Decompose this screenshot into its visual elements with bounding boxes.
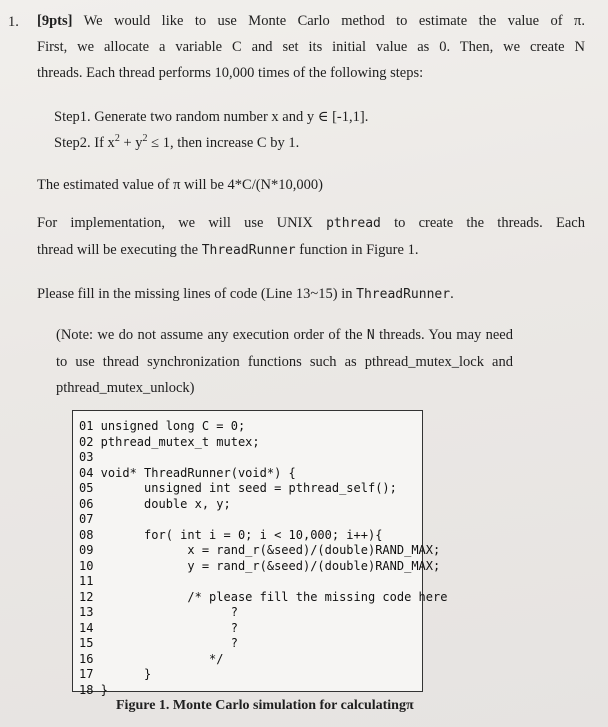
code-line: 05 unsigned int seed = pthread_self(); xyxy=(79,481,397,495)
question-number: 1. xyxy=(8,14,19,30)
code-line: 03 xyxy=(79,450,94,464)
intro-line-1 xyxy=(37,8,585,34)
impl-line-1-a: For implementation, we will use UNIX xyxy=(37,215,327,231)
code-figure xyxy=(72,410,448,697)
step-2 xyxy=(54,130,554,156)
code-line: 13 ? xyxy=(79,605,238,619)
fill-line xyxy=(37,281,585,308)
intro-line-1-text: We would like to use Monte Carlo method to estimate the value of π. xyxy=(72,13,585,29)
code-line: 14 ? xyxy=(79,620,238,635)
code-line: 04 void* ThreadRunner(void*) { xyxy=(79,465,296,480)
impl-line-2 xyxy=(37,237,585,264)
points-label: [9pts] xyxy=(37,13,73,29)
code-line: 07 xyxy=(79,512,94,526)
code-line: 17 } xyxy=(79,667,152,681)
code-line: 06 double x, y; xyxy=(79,496,231,511)
step-2-part-c: ≤ 1, then increase C by 1. xyxy=(147,135,300,151)
impl-code-pthread: pthread xyxy=(326,216,381,231)
code-line: 15 ? xyxy=(79,636,238,650)
steps-block xyxy=(54,104,554,156)
impl-line-1 xyxy=(37,210,585,237)
note-paragraph xyxy=(56,322,513,401)
impl-code-threadrunner: ThreadRunner xyxy=(201,243,296,258)
fill-instruction xyxy=(37,281,585,308)
fill-code-threadrunner: ThreadRunner xyxy=(356,287,451,302)
note-line-2: to use thread synchronization functions such as pthread_mutex_lock and xyxy=(56,354,513,370)
impl-line-2-b: function in Figure 1. xyxy=(295,242,419,258)
fill-text-b: . xyxy=(450,286,454,302)
code-line: 09 x = rand_r(&seed)/(double)RAND_MAX; xyxy=(79,543,441,557)
code-line: 12 /* please fill the missing code here xyxy=(79,589,448,604)
figure-caption: Figure 1. Monte Carlo simulation for calculatingπ xyxy=(116,698,414,713)
note-line-1-a: (Note: we do not assume any execution order of the xyxy=(56,327,367,343)
code-line: 11 xyxy=(79,574,94,588)
note-line-1 xyxy=(56,322,513,349)
intro-paragraph xyxy=(37,8,585,86)
implementation-paragraph xyxy=(37,210,585,264)
code-line: 18 } xyxy=(79,682,108,697)
note-code-n: N xyxy=(366,328,375,343)
step-2-part-b: + y xyxy=(119,135,143,151)
note-line-1-b: threads. You may need xyxy=(374,327,513,343)
intro-line-2: First, we allocate a variable C and set its initial value as 0. Then, we create N xyxy=(37,39,585,55)
step-1: Step1. Generate two random number x and y ∈ [-1,1]. xyxy=(54,109,369,125)
step-2-exponent-y: 2 xyxy=(142,133,148,145)
estimate-text: The estimated value of π will be 4*C/(N*10,000) xyxy=(37,177,323,193)
intro-line-3: threads. Each thread performs 10,000 times of the following steps: xyxy=(37,65,424,81)
estimate-line xyxy=(37,172,585,198)
code-line: 08 for( int i = 0; i < 10,000; i++){ xyxy=(79,527,383,542)
code-line: 16 */ xyxy=(79,651,224,666)
fill-text-a: Please fill in the missing lines of code (Line 13~15) in xyxy=(37,286,357,302)
note-line-3: pthread_mutex_unlock) xyxy=(56,380,195,396)
code-line: 02 pthread_mutex_t mutex; xyxy=(79,434,260,449)
code-line: 01 unsigned long C = 0; xyxy=(79,419,246,433)
step-2-exponent-x: 2 xyxy=(114,133,120,145)
impl-line-2-a: thread will be executing the xyxy=(37,242,202,258)
step-2-part-a: Step2. If x xyxy=(54,135,115,151)
code-line: 10 y = rand_r(&seed)/(double)RAND_MAX; xyxy=(79,558,441,573)
impl-line-1-b: to create the threads. Each xyxy=(380,215,585,231)
